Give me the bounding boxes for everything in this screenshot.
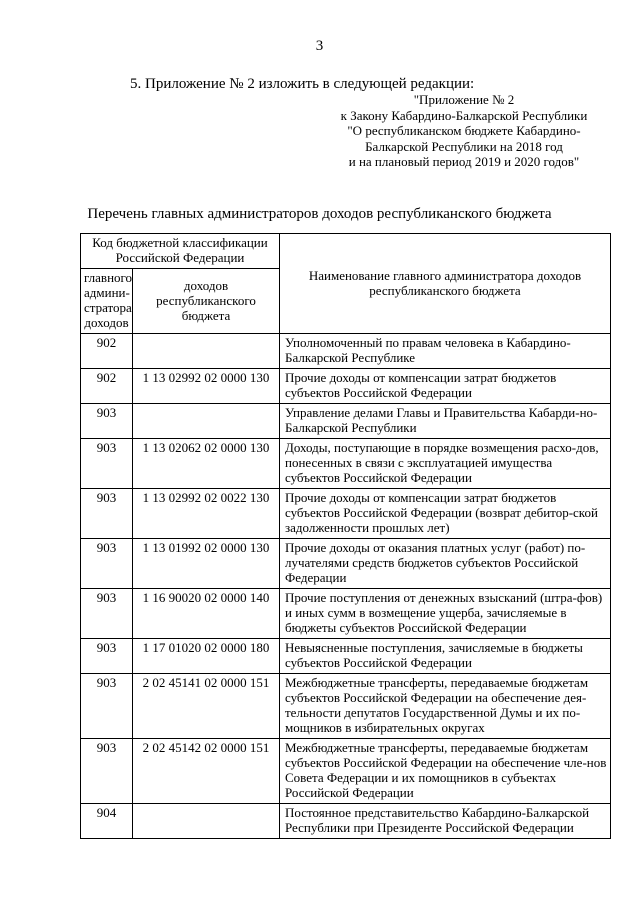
administrator-name-cell: Прочие доходы от компенсации затрат бюджетов субъектов Российской Федерации (возврат дебитор-ской задолженности прошлых лет) [280,489,611,539]
admin-code-cell: 902 [81,334,133,369]
header-admin-code: главного админи-стратора доходов [81,269,133,334]
administrator-name-cell: Прочие доходы от компенсации затрат бюджетов субъектов Российской Федерации [280,369,611,404]
header-income-code: доходов республиканского бюджета [133,269,280,334]
admin-code-cell: 903 [81,739,133,804]
table-row [81,589,611,639]
header-classification-code: Код бюджетной классификации Российской Федерации [81,234,280,269]
income-code-cell: 1 17 01020 02 0000 180 [133,639,280,674]
administrator-name-cell: Невыясненные поступления, зачисляемые в бюджеты субъектов Российской Федерации [280,639,611,674]
table-row [81,539,611,589]
income-code-cell [133,334,280,369]
appendix-line: и на плановый период 2019 и 2020 годов" [348,154,580,169]
appendix-line: "О республиканском бюджете Кабардино- [347,123,581,138]
admin-code-cell: 902 [81,369,133,404]
income-code-cell [133,404,280,439]
admin-code-cell: 903 [81,489,133,539]
administrator-name-cell: Управление делами Главы и Правительства Кабарди-но-Балкарской Республики [280,404,611,439]
header-administrator-name: Наименование главного администратора доходов республиканского бюджета [280,234,611,334]
table-row [81,739,611,804]
income-code-cell: 1 13 02062 02 0000 130 [133,439,280,489]
admin-code-cell: 903 [81,589,133,639]
admin-code-cell: 903 [81,439,133,489]
administrator-name-cell: Прочие доходы от оказания платных услуг (работ) по-лучателями средств бюджетов субъектов Российской Федерации [280,539,611,589]
table-body [81,334,611,839]
appendix-line: "Приложение № 2 [413,92,515,107]
income-code-cell: 1 13 02992 02 0022 130 [133,489,280,539]
page-number: 3 [315,38,324,54]
admin-code-cell: 903 [81,539,133,589]
income-code-cell: 1 16 90020 02 0000 140 [133,589,280,639]
administrator-name-cell: Межбюджетные трансферты, передаваемые бюджетам субъектов Российской Федерации на обеспечение чле-нов Совета Федерации и их помощников в субъектах Российской Федерации [280,739,611,804]
table-row [81,639,611,674]
list-title: Перечень главных администраторов доходов республиканского бюджета [87,206,552,222]
admin-code-cell: 903 [81,639,133,674]
table-row [81,404,611,439]
table-row [81,489,611,539]
income-code-cell: 1 13 02992 02 0000 130 [133,369,280,404]
table-row [81,674,611,739]
amendment-intro: 5. Приложение № 2 изложить в следующей редакции: [130,76,475,92]
admin-code-cell: 903 [81,404,133,439]
admin-code-cell: 903 [81,674,133,739]
administrator-name-cell: Межбюджетные трансферты, передаваемые бюджетам субъектов Российской Федерации на обеспечение дея-тельности депутатов Государственной Думы и их по-мощников в избирательных округах [280,674,611,739]
income-code-cell [133,804,280,839]
administrator-name-cell: Прочие поступления от денежных взысканий (штра-фов) и иных сумм в возмещение ущерба, зачисляемые в бюджеты субъектов Российской Федерации [280,589,611,639]
appendix-line: Балкарской Республики на 2018 год [365,138,563,154]
administrator-name-cell: Уполномоченный по правам человека в Кабардино-Балкарской Республике [280,334,611,369]
income-code-cell: 1 13 01992 02 0000 130 [133,539,280,589]
administrators-table [80,233,611,839]
income-code-cell: 2 02 45142 02 0000 151 [133,739,280,804]
appendix-line: к Закону Кабардино-Балкарской Республики [340,107,588,123]
appendix-header [330,92,598,170]
income-code-cell: 2 02 45141 02 0000 151 [133,674,280,739]
table-row [81,804,611,839]
administrator-name-cell: Постоянное представительство Кабардино-Балкарской Республики при Президенте Российской Федерации [280,804,611,839]
table-row [81,369,611,404]
table-row [81,334,611,369]
administrator-name-cell: Доходы, поступающие в порядке возмещения расхо-дов, понесенных в связи с эксплуатацией имущества субъектов Российской Федерации [280,439,611,489]
table-row [81,439,611,489]
admin-code-cell: 904 [81,804,133,839]
